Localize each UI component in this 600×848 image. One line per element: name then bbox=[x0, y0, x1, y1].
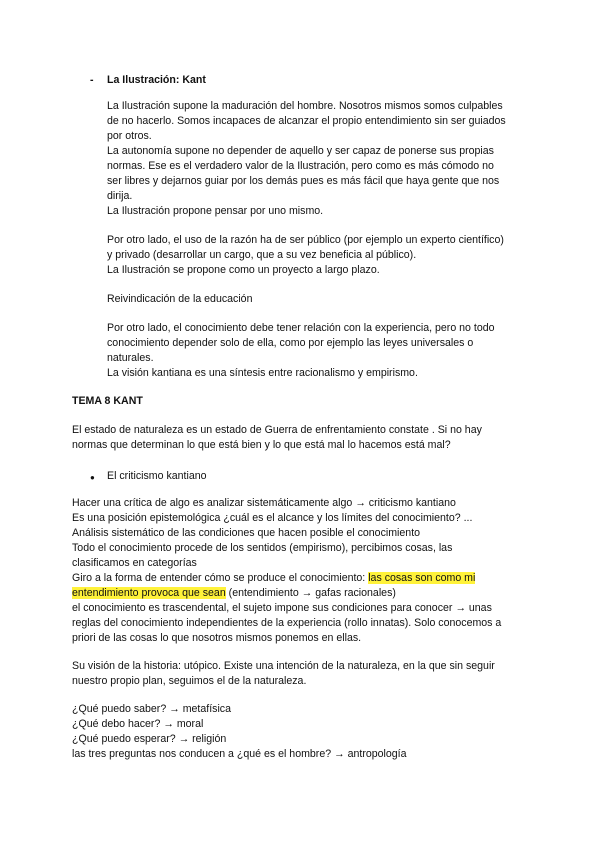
text-line: Reivindicación de la educación bbox=[107, 293, 253, 305]
giro-text: (entendimiento → gafas racionales) bbox=[225, 587, 396, 599]
text-line: normas que determinan lo que está bien y lo que está mal lo hacemos está mal? bbox=[72, 439, 451, 451]
paragraph-historia bbox=[72, 659, 532, 689]
highlighted-text: las cosas son como mi bbox=[368, 572, 476, 584]
text-line: Análisis sistemático de las condiciones que hacen posible el conocimiento bbox=[72, 527, 421, 539]
text-line: Todo el conocimiento procede de los sentidos (empirismo), percibimos cosas, las bbox=[72, 542, 453, 554]
text-line: ser libres y dejarnos guiar por los demás pues es más fácil que haya gente que nos bbox=[107, 175, 500, 187]
text-line: Por otro lado, el uso de la razón ha de ser público (por ejemplo un experto científico) bbox=[107, 234, 504, 246]
text-line: El estado de naturaleza es un estado de Guerra de enfrentamiento constate . Si no hay bbox=[72, 424, 482, 436]
text-line: reglas del conocimiento independientes de la experiencia (rollo innatas). Solo conocemos a bbox=[72, 617, 502, 629]
highlighted-text: entendimiento provoca que sean bbox=[72, 587, 226, 599]
text-line: Su visión de la historia: utópico. Existe una intención de la naturaleza, en la que sin seguir bbox=[72, 660, 495, 672]
section-heading-ilustracion: La Ilustración: Kant bbox=[107, 74, 206, 86]
text-line: La visión kantiana es una síntesis entre racionalismo y empirismo. bbox=[107, 367, 418, 379]
bullet-item-criticismo: El criticismo kantiano bbox=[107, 470, 207, 482]
text-line: y privado (desarrollar un cargo, que a su vez beneficia al público). bbox=[107, 249, 417, 261]
text-line: por otros. bbox=[107, 130, 152, 142]
text-line: ¿Qué puedo esperar? → religión bbox=[72, 733, 227, 745]
list-dash: - bbox=[90, 74, 94, 86]
text-line: Hacer una crítica de algo es analizar sistemáticamente algo → criticismo kantiano bbox=[72, 497, 456, 509]
paragraph-estado-naturaleza bbox=[72, 423, 532, 453]
text-line: nuestro propio plan, seguimos el de la naturaleza. bbox=[72, 675, 307, 687]
paragraph-criticismo bbox=[72, 496, 532, 646]
text-line: ¿Qué debo hacer? → moral bbox=[72, 718, 204, 730]
text-line-giro bbox=[72, 571, 532, 586]
section-heading-tema8: TEMA 8 KANT bbox=[72, 395, 143, 407]
text-line: La autonomía supone no depender de aquello y ser capaz de ponerse sus propias bbox=[107, 145, 494, 157]
text-line: Es una posición epistemológica ¿cuál es el alcance y los límites del conocimiento? ... bbox=[72, 512, 473, 524]
text-line: normas. Ese es el verdadero valor de la Ilustración, pero como es más cómodo no bbox=[107, 160, 494, 172]
bullet-icon: ● bbox=[90, 473, 95, 482]
text-line: conocimiento depender solo de ella, como por ejemplo las leyes universales o bbox=[107, 337, 474, 349]
paragraph-preguntas bbox=[72, 702, 532, 762]
text-line: ¿Qué puedo saber? → metafísica bbox=[72, 703, 231, 715]
text-line: Por otro lado, el conocimiento debe tener relación con la experiencia, pero no todo bbox=[107, 322, 495, 334]
text-line: naturales. bbox=[107, 352, 154, 364]
paragraph-experiencia bbox=[107, 321, 532, 381]
paragraph-ilustracion bbox=[107, 99, 532, 219]
paragraph-educacion bbox=[107, 292, 532, 307]
text-line: clasificamos en categorías bbox=[72, 557, 197, 569]
text-line: el conocimiento es trascendental, el sujeto impone sus condiciones para conocer → unas bbox=[72, 602, 492, 614]
text-line: La Ilustración supone la maduración del hombre. Nosotros mismos somos culpables bbox=[107, 100, 503, 112]
text-line: La Ilustración se propone como un proyecto a largo plazo. bbox=[107, 264, 380, 276]
text-line: las tres preguntas nos conducen a ¿qué es el hombre? → antropología bbox=[72, 748, 407, 760]
paragraph-razon bbox=[107, 233, 532, 278]
text-line: priori de las cosas lo que nosotros mismos ponemos en ellas. bbox=[72, 632, 362, 644]
text-line-giro bbox=[72, 586, 532, 601]
text-line: dirija. bbox=[107, 190, 133, 202]
text-line: La Ilustración propone pensar por uno mismo. bbox=[107, 205, 324, 217]
text-line: de no hacerlo. Somos incapaces de alcanzar el propio entendimiento sin ser guiados bbox=[107, 115, 506, 127]
giro-text: Giro a la forma de entender cómo se produce el conocimiento: bbox=[72, 572, 369, 584]
